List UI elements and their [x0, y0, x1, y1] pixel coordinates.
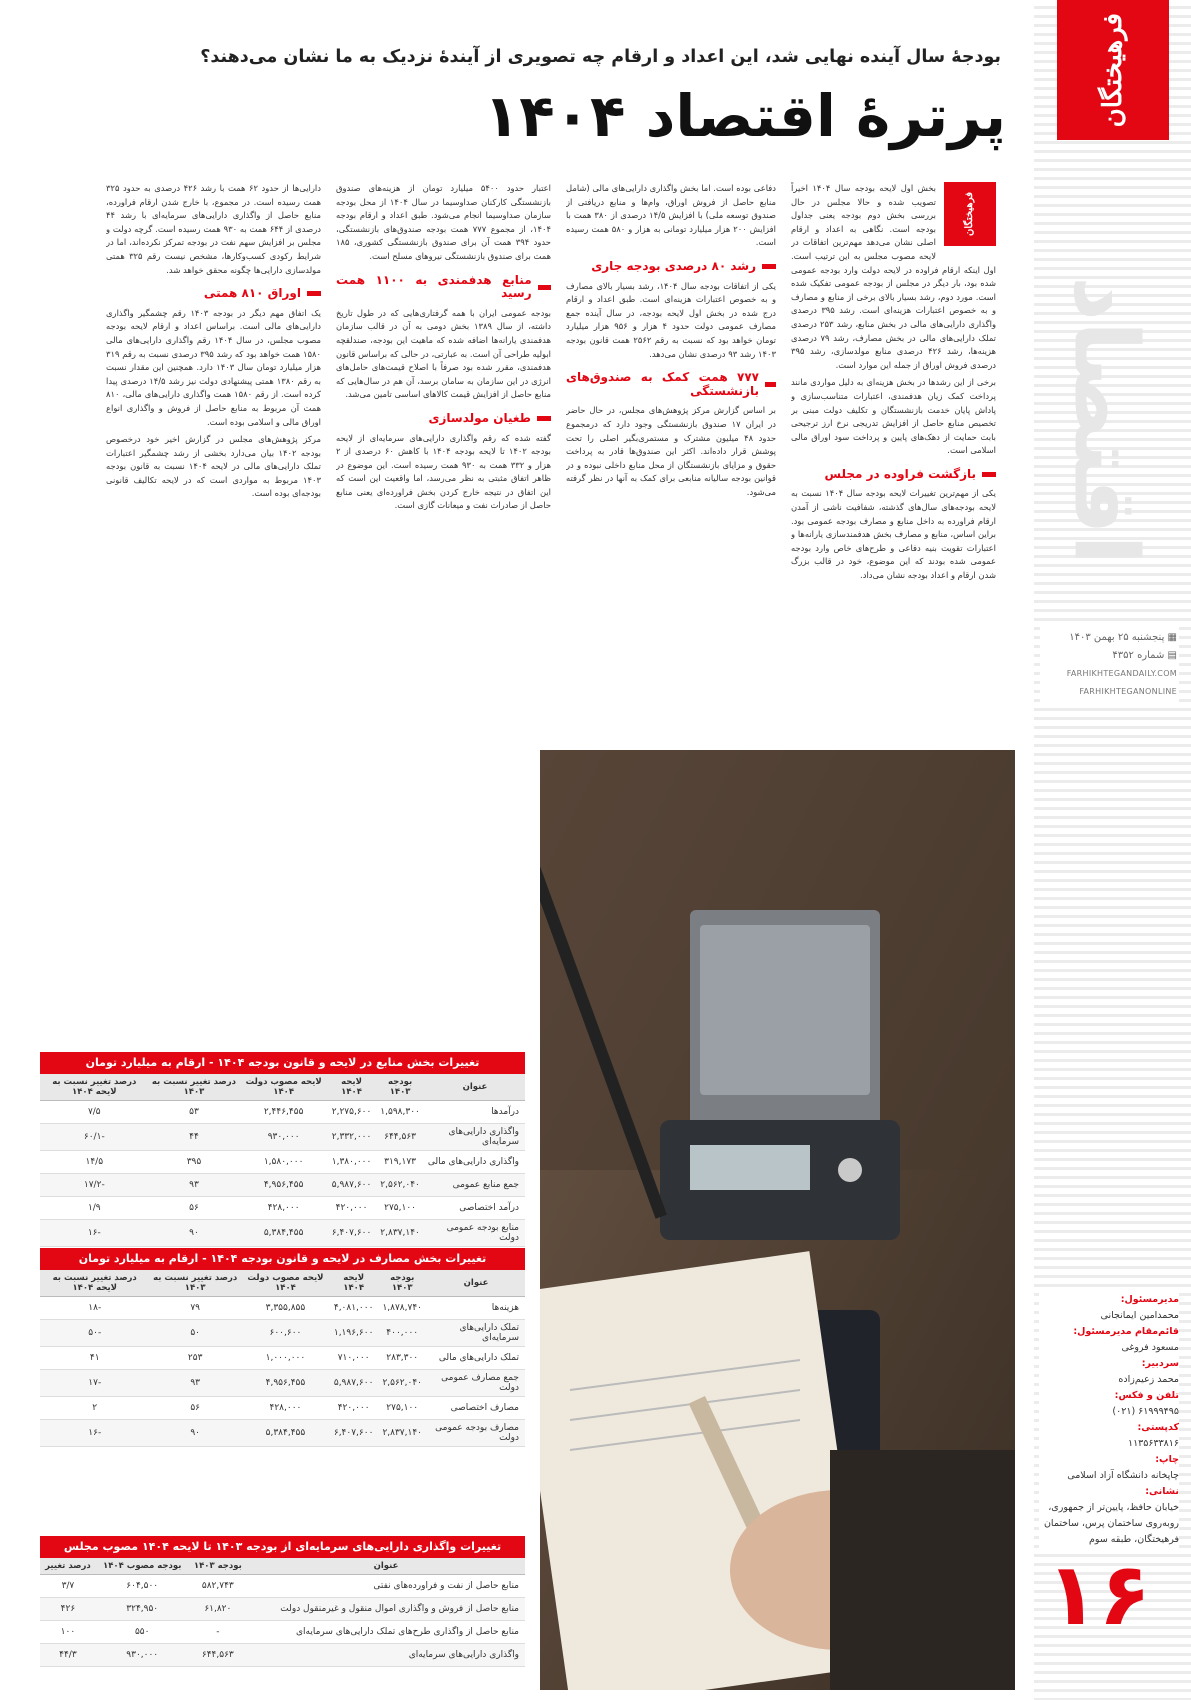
table-cell: ۲,۲۷۵,۶۰۰ [328, 1101, 375, 1124]
table-cell: ۳۹۵ [149, 1151, 240, 1174]
table-header-cell: درصد تغییر نسبت به لایحه ۱۴۰۴ [40, 1074, 149, 1101]
column-1 [791, 182, 996, 742]
table-cell: ۴,۹۵۶,۴۵۵ [239, 1174, 328, 1197]
table-cell: -۵۰ [40, 1320, 149, 1347]
table-header-cell: بودجه ۱۴۰۳ [375, 1074, 425, 1101]
table-cell: ۱/۹ [40, 1197, 149, 1220]
subheading-marker [307, 291, 321, 296]
table-cell: ۴۲۶ [40, 1598, 96, 1621]
table-cell: -۱۸ [40, 1297, 149, 1320]
row-label: واگذاری دارایی‌های سرمایه‌ای [425, 1124, 525, 1151]
subheading [566, 371, 776, 398]
row-label: جمع مصارف عمومی دولت [427, 1370, 525, 1397]
table-header-cell: درصد تغییر نسبت به ۱۴۰۳ [149, 1270, 240, 1297]
table-row [40, 1101, 525, 1124]
article-photo [540, 750, 1015, 1690]
table-cell: ۶۴۴,۵۶۳ [189, 1644, 247, 1667]
table-cell: -۱۶ [40, 1420, 149, 1447]
table-cell: - [189, 1621, 247, 1644]
table-cell: ۵۳ [149, 1101, 240, 1124]
column-3 [336, 182, 551, 1052]
issue-line [1042, 647, 1177, 665]
subheading-marker [765, 382, 776, 387]
column-2 [566, 182, 776, 747]
row-label: منابع حاصل از فروش و واگذاری اموال منقول و غیرمنقول دولت [247, 1598, 525, 1621]
table-cell: ۲۷۵,۱۰۰ [377, 1397, 427, 1420]
subheading-text: رشد ۸۰ درصدی بودجه جاری [591, 258, 756, 273]
table-row [40, 1151, 525, 1174]
table-cell: ۶۰۰,۶۰۰ [241, 1320, 330, 1347]
section-label-text: اقتصاد [1054, 275, 1158, 565]
paragraph: یک اتفاق مهم دیگر در بودجه ۱۴۰۳ رقم چشمگیر واگذاری دارایی‌های مالی است. براساس اعداد و ارقام لایحه بودجه مصوب مجلس، در سال ۱۴۰۴ رقم واگذاری دارایی‌های مالی ۱۵۸۰ همت خواهد بود که رشد ۳۹۵ درصدی نسبت به رقم ۳۱۹ هزار میلیارد تومان سال ۱۴۰۳ دارد. همچنین این مقدار نسبت به رقم ۱۳۸۰ همتی پیشنهادی دولت نیز رشد ۱۴/۵ درصدی پیدا کرده است. از رقم ۱۵۸۰ همت واگذاری دارایی‌های مالی، ۸۱۰ همت آن مربوط به منابع حاصل از فروش و واگذاری انواع اوراق مالی و اسلامی بوده است. [106, 307, 321, 427]
column-4 [106, 182, 321, 1052]
paragraph: یکی از مهم‌ترین تغییرات لایحه بودجه سال ۱۴۰۴ نسبت به لایحه بودجه‌های سال‌های گذشته، شفافیت ناشی از آمدن ارقام فراورده به داخل منابع و مصارف بودجه عمومی بود. براین اساس، منابع و مصارف بخش هدفمندسازی یارانه‌ها و اعتبارات تقویت بنیه دفاعی و طرح‌های خاص وارد بودجه عمومی شده بودند که این موضوع، خود در قالب بزرگ شدن ارقام و اعداد بودجه نشان می‌داد. [791, 488, 996, 581]
subheading-marker [537, 416, 551, 421]
table-row [40, 1124, 525, 1151]
table-header-cell: عنوان [427, 1270, 525, 1297]
capital-assets-data-table [40, 1558, 525, 1667]
table-cell: ۹۳۰,۰۰۰ [96, 1644, 189, 1667]
issue-meta [1040, 625, 1179, 705]
staff-role: نشانی: [1145, 1486, 1179, 1497]
staff-name: خیابان حافظ، پایین‌تر از جمهوری، روبه‌روی ساختمان پرس، ساختمان فرهیختگان، طبقه سوم [1043, 1502, 1179, 1545]
logo-text: فرهیختگان [1098, 12, 1128, 128]
row-label: منابع حاصل از واگذاری طرح‌های تملک دارایی‌های سرمایه‌ای [247, 1621, 525, 1644]
social-handle[interactable]: FARHIKHTEGANONLINE [1079, 687, 1177, 696]
table-cell: ۱,۱۹۶,۶۰۰ [330, 1320, 377, 1347]
table-cell: ۲,۵۶۲,۰۴۰ [375, 1174, 425, 1197]
table-cell: ۴,۰۸۱,۰۰۰ [330, 1297, 377, 1320]
table-cell: ۴۲۸,۰۰۰ [239, 1197, 328, 1220]
row-label: واگذاری دارایی‌های مالی [425, 1151, 525, 1174]
expenditures-table [40, 1248, 525, 1447]
table-cell: ۹۳ [149, 1370, 240, 1397]
row-label: درآمد اختصاصی [425, 1197, 525, 1220]
table-cell: ۵۰ [149, 1320, 240, 1347]
table-cell: ۱۰۰ [40, 1621, 96, 1644]
table-cell: ۵,۳۸۴,۴۵۵ [241, 1420, 330, 1447]
staff-name: محمدامین ایمانجانی [1100, 1310, 1179, 1321]
paragraph: مرکز پژوهش‌های مجلس در گزارش اخیر خود درخصوص بودجه ۱۴۰۲ بیان می‌دارد بخشی از رشد چشمگیر اعتبارات تملک دارایی‌های مالی در لایحه ۱۴۰۴ نسبت به قانون بودجه ۱۴۰۳ مربوط به مواردی است که در لایحه تکالیف قانونی بودجه‌ای بوده است. [106, 434, 321, 499]
table-title: تغییرات بخش مصارف در لایحه و قانون بودجه ۱۴۰۴ - ارقام به میلیارد تومان [40, 1248, 525, 1270]
table-header-cell: لایحه ۱۴۰۴ [328, 1074, 375, 1101]
table-row [40, 1347, 525, 1370]
row-label: تملک دارایی‌های مالی [427, 1347, 525, 1370]
newspaper-icon: ▤ [1164, 650, 1177, 661]
table-cell: ۲۵۳ [149, 1347, 240, 1370]
staff-name: محمد زعیم‌زاده [1118, 1374, 1179, 1385]
byline-logo-text: فرهیختگان [964, 192, 976, 236]
staff-name: چاپخانه دانشگاه آزاد اسلامی [1067, 1470, 1179, 1481]
resources-table [40, 1052, 525, 1247]
table-cell: ۷۱۰,۰۰۰ [330, 1347, 377, 1370]
paragraph: اعتبار حدود ۵۴۰۰ میلیارد تومان از هزینه‌های صندوق بازنشستگی کارکنان صداوسیما در سال ۱۴۰۴ از محل بودجه سازمان صداوسیما انجام می‌شود. طبق اعداد و ارقام بودجه ۱۴۰۴، از مجموع ۷۷۷ همت بودجه صندوق‌های بازنشستگی، حدود ۳۹۴ همت آن برای صندوق بازنشستگی کشوری، ۱۸۵ همت برای صندوق بازنشستگی نیروهای مسلح است. [336, 183, 551, 261]
table-cell: ۲,۸۳۷,۱۴۰ [377, 1420, 427, 1447]
sidebar [1034, 0, 1191, 1700]
table-cell: ۴۰۰,۰۰۰ [377, 1320, 427, 1347]
table-cell: ۶,۴۰۷,۶۰۰ [330, 1420, 377, 1447]
table-cell: ۱,۸۷۸,۷۴۰ [377, 1297, 427, 1320]
table-cell: ۶۰۴,۵۰۰ [96, 1575, 189, 1598]
staff-role: چاپ: [1155, 1454, 1179, 1465]
table-cell: ۷۹ [149, 1297, 240, 1320]
table-cell: ۲,۳۳۲,۰۰۰ [328, 1124, 375, 1151]
staff-role: کدپستی: [1137, 1422, 1179, 1433]
table-cell: ۱,۵۸۰,۰۰۰ [239, 1151, 328, 1174]
table-row [40, 1575, 525, 1598]
table-row [40, 1644, 525, 1667]
subheading-text: منابع هدفمندی به ۱۱۰۰ همت رسید [336, 272, 532, 301]
row-label: تملک دارایی‌های سرمایه‌ای [427, 1320, 525, 1347]
table-cell: ۱۴/۵ [40, 1151, 149, 1174]
table-cell: ۲,۸۳۷,۱۴۰ [375, 1220, 425, 1247]
paragraph: بودجه عمومی ایران با همه گرفتاری‌هایی که در طول تاریخ داشته، از سال ۱۳۸۹ بخش دومی به آن در قالب سازمان هدفمندی یارانه‌ها اضافه شده که ماهیت این بودجه، صندلقچه ابولیه طراحی آن است. به عبارتی، در حالی که براساس قانون هدفمندی، مقرر شده بود صرفاً با اصلاح قیمت‌های حامل‌های انرژی در این سازمان به سامان برسد، آن هم در سال‌هایی که منابع حاصل از افزایش قیمت کالاهای اساسی تامین می‌شد. [336, 307, 551, 400]
table-cell: ۲,۴۴۶,۴۵۵ [239, 1101, 328, 1124]
table-row [40, 1220, 525, 1247]
table-cell: ۳,۳۵۵,۸۵۵ [241, 1297, 330, 1320]
table-cell: ۴۲۰,۰۰۰ [330, 1397, 377, 1420]
paragraph: دفاعی بوده است. اما بخش واگذاری دارایی‌های مالی (شامل منابع حاصل از فروش اوراق، وام‌ها و منابع دریافتی از صندوق توسعه ملی) با افزایش ۱۴/۵ درصدی از ۳۸۰ همت با افزایش ۲۰۰ هزار میلیارد تومانی به هزار و ۵۸۰ همت رسیده است. [566, 183, 776, 248]
row-label: هزینه‌ها [427, 1297, 525, 1320]
newspaper-logo [1057, 0, 1169, 140]
row-label: منابع حاصل از نفت و فراورده‌های نفتی [247, 1575, 525, 1598]
table-cell: ۲ [40, 1397, 149, 1420]
table-title: تغییرات واگذاری دارایی‌های سرمایه‌ای از بودجه ۱۴۰۳ تا لایحه ۱۴۰۴ مصوب مجلس [40, 1536, 525, 1558]
staff-role: تلفن و فکس: [1114, 1390, 1179, 1401]
table-header-cell: بودجه ۱۴۰۳ [377, 1270, 427, 1297]
table-header-cell: بودجه مصوب ۱۴۰۴ [96, 1558, 189, 1575]
table-cell: ۲۸۳,۳۰۰ [377, 1347, 427, 1370]
table-row [40, 1297, 525, 1320]
issue-date: پنجشنبه ۲۵ بهمن ۱۴۰۳ [1069, 632, 1165, 643]
issue-number: شماره ۴۳۵۲ [1112, 650, 1165, 661]
subheading [336, 274, 551, 301]
table-row [40, 1197, 525, 1220]
byline-logo [944, 182, 996, 246]
table-cell: ۵۸۲,۷۴۳ [189, 1575, 247, 1598]
row-label: مصارف بودجه عمومی دولت [427, 1420, 525, 1447]
table-row [40, 1174, 525, 1197]
page-number: ۱۶ [1046, 1545, 1151, 1645]
table-cell: -۶۰/۱ [40, 1124, 149, 1151]
table-cell: ۵۶ [149, 1197, 240, 1220]
staff-name: ۶۱۹۹۹۴۹۵ (۰۲۱) [1112, 1406, 1179, 1417]
table-cell: ۵,۹۸۷,۶۰۰ [330, 1370, 377, 1397]
table-cell: ۴۱ [40, 1347, 149, 1370]
table-cell: ۶۱,۸۲۰ [189, 1598, 247, 1621]
kicker: بودجهٔ سال آینده نهایی شد، این اعداد و ارقام چه تصویری از آیندهٔ نزدیک به ما نشان می‌دهند؟ [200, 47, 1001, 67]
table-cell: -۱۷ [40, 1370, 149, 1397]
subheading [336, 412, 551, 426]
table-cell: ۵,۹۸۷,۶۰۰ [328, 1174, 375, 1197]
capital-assets-table [40, 1536, 525, 1667]
table-cell: ۵۵۰ [96, 1621, 189, 1644]
row-label: درآمدها [425, 1101, 525, 1124]
table-row [40, 1370, 525, 1397]
table-cell: ۹۰ [149, 1420, 240, 1447]
paragraph: برخی از این رشدها در بخش هزینه‌ای به دلیل مواردی مانند پرداخت کمک زیان هدفمندی، اعتبارات متناسب‌سازی و پاداش پایان خدمت بازنشستگان و تکلیف دولت مبنی بر تخصیص منابع حاصل از افزایش تدریجی نرخ ارز ترجیحی بابت حمایت از دهک‌های پایین و پرداخت سود اوراق مالی اسلامی است. [791, 377, 996, 456]
table-header-cell: عنوان [425, 1074, 525, 1101]
expenditures-data-table [40, 1270, 525, 1447]
staff-role: مدیرمسئول: [1120, 1294, 1179, 1305]
row-label: منابع بودجه عمومی دولت [425, 1220, 525, 1247]
table-header-cell: لایحه ۱۴۰۴ [330, 1270, 377, 1297]
subheading-marker [982, 472, 996, 477]
table-cell: ۳۱۹,۱۷۳ [375, 1151, 425, 1174]
date-line [1042, 629, 1177, 647]
staff-name: ۱۱۳۵۶۳۳۸۱۶ [1127, 1438, 1179, 1449]
table-row [40, 1397, 525, 1420]
staff-box [1039, 1290, 1179, 1550]
calendar-icon: ▦ [1164, 632, 1177, 643]
table-cell: ۴,۹۵۶,۴۵۵ [241, 1370, 330, 1397]
table-header-cell: درصد تغییر نسبت به ۱۴۰۳ [149, 1074, 240, 1101]
subheading [791, 468, 996, 482]
table-row [40, 1621, 525, 1644]
table-header-cell: لایحه مصوب دولت ۱۴۰۴ [239, 1074, 328, 1101]
paragraph: گفته شده که رقم واگذاری دارایی‌های سرمایه‌ای از لایحه بودجه ۱۴۰۲ تا لایحه بودجه ۱۴۰۴ با کاهش ۶۰ درصدی از ۲ هزار و ۳۳۲ همت به ۹۳۰ همت رسیده است. این موضوع در ظاهر اتفاق مثبتی به نظر می‌رسد، اما واقعیت این است که این اتفاق در نتیجه خارج کردن بخش فراورده‌ای یعنی منابع حاصل از صادرات نفت و میعانات گازی است. [336, 432, 551, 511]
table-cell: -۱۶ [40, 1220, 149, 1247]
subheading-text: ۷۷۷ همت کمک به صندوق‌های بازنشستگی [566, 370, 759, 398]
subheading [566, 260, 776, 274]
row-label: واگذاری دارایی‌های سرمایه‌ای [247, 1644, 525, 1667]
table-cell: ۹۳۰,۰۰۰ [239, 1124, 328, 1151]
table-cell: ۲۷۵,۱۰۰ [375, 1197, 425, 1220]
table-row [40, 1420, 525, 1447]
subheading-text: اوراق ۸۱۰ همتی [203, 286, 301, 301]
resources-data-table [40, 1074, 525, 1247]
staff-name: مسعود فروغی [1121, 1342, 1179, 1353]
staff-role: قائم‌مقام مدیرمسئول: [1073, 1326, 1179, 1337]
row-label: مصارف اختصاصی [427, 1397, 525, 1420]
table-cell: ۶۴۴,۵۶۳ [375, 1124, 425, 1151]
table-cell: ۳۲۴,۹۵۰ [96, 1598, 189, 1621]
table-cell: ۴۴ [149, 1124, 240, 1151]
table-cell: ۷/۵ [40, 1101, 149, 1124]
table-cell: ۱,۰۰۰,۰۰۰ [241, 1347, 330, 1370]
table-row [40, 1320, 525, 1347]
table-header-cell: درصد تغییر [40, 1558, 96, 1575]
row-label: جمع منابع عمومی [425, 1174, 525, 1197]
headline: پرترهٔ اقتصاد ۱۴۰۴ [483, 82, 1006, 150]
subheading-text: بازگشت فراوده در مجلس [824, 466, 976, 481]
table-header-cell: لایحه مصوب دولت ۱۴۰۴ [241, 1270, 330, 1297]
table-cell: ۵۶ [149, 1397, 240, 1420]
table-cell: ۹۰ [149, 1220, 240, 1247]
table-cell: ۳/۷ [40, 1575, 96, 1598]
table-cell: ۴۴/۳ [40, 1644, 96, 1667]
table-cell: ۱,۵۹۸,۳۰۰ [375, 1101, 425, 1124]
table-cell: ۵,۳۸۴,۴۵۵ [239, 1220, 328, 1247]
subheading-marker [538, 285, 551, 290]
paragraph: بخش اول لایحه بودجه سال ۱۴۰۴ اخیراً تصویب شده و حالا مجلس در حال بررسی بخش دوم بودجه یعنی جداول بودجه است. نگاهی به اعداد و ارقام اصلی نشان می‌دهد مهم‌ترین اتفاقات در لایحه مصوب مجلس به این ترتیب است. اول اینکه ارقام فراوده در لایحه دولت وارد بودجه عمومی شده بود، بار دیگر در مجلس از بودجه عمومی تفکیک شده است. مورد دوم، رشد بسیار بالای برخی از منابع و مصارف و به خصوص اعتبارات هزینه‌ای است. رشد ۳۹۵ درصدی واگذاری دارایی‌های مالی در بخش منابع، رشد ۲۵۳ درصدی تملک دارایی‌های مالی در بخش مصارف، رشد ۷۹ درصدی هزینه‌ها، رشد ۴۲۶ درصدی منابع مولدسازی، رشد ۳۹۵ درصدی فروش اوراق از جمله این موارد است. [791, 183, 996, 370]
subheading-text: طغیان مولدسازی [428, 410, 531, 425]
table-header-cell: عنوان [247, 1558, 525, 1575]
paragraph: یکی از اتفاقات بودجه سال ۱۴۰۴، رشد بسیار بالای مصارف و به خصوص اعتبارات هزینه‌ای است. طبق اعداد و ارقام درج شده در بخش اول لایحه بودجه، در سال آینده جمع مصارف عمومی دولت حدود ۴ هزار و ۹۵۶ هزار میلیارد تومان خواهد بود که نسبت به رقم ۲۵۶۲ همت قانون بودجه ۱۴۰۳ رشد ۹۳ درصدی نشان می‌دهد. [566, 280, 776, 359]
table-cell: ۱,۳۸۰,۰۰۰ [328, 1151, 375, 1174]
table-cell: ۴۲۰,۰۰۰ [328, 1197, 375, 1220]
table-header-cell: درصد تغییر نسبت به لایحه ۱۴۰۴ [40, 1270, 149, 1297]
table-row [40, 1598, 525, 1621]
table-cell: ۹۳ [149, 1174, 240, 1197]
paragraph: دارایی‌ها از حدود ۶۲ همت با رشد ۴۲۶ درصدی به حدود ۳۲۵ همت رسیده است. در مجموع، با خارج شدن ارقام فراورده، منابع حاصل از واگذاری دارایی‌های سرمایه‌ای با رشد ۴۴ درصدی از ۶۴۴ همت به ۹۳۰ همت رسیده است. گرچه دولت و مجلس بر افزایش سهم نفت در بودجه تمرکز نکرده‌اند، اما در شرایط رکودی کسب‌وکارها، مشخص نیست رقم ۳۲۵ همتی مولدسازی دارایی‌ها چگونه محقق خواهد شد. [106, 183, 321, 275]
subheading [106, 287, 321, 301]
table-cell: ۶,۴۰۷,۶۰۰ [328, 1220, 375, 1247]
section-label [1054, 230, 1158, 610]
table-cell: -۱۷/۲ [40, 1174, 149, 1197]
table-header-cell: بودجه ۱۴۰۳ [189, 1558, 247, 1575]
staff-role: سردبیر: [1141, 1358, 1179, 1369]
table-title: تغییرات بخش منابع در لایحه و قانون بودجه ۱۴۰۴ - ارقام به میلیارد تومان [40, 1052, 525, 1074]
paragraph: بر اساس گزارش مرکز پژوهش‌های مجلس، در حال حاضر در ایران ۱۷ صندوق بازنشستگی وجود دارد که درمجموع حدود ۴۸ میلیون مشترک و مستمری‌بگیر اصلی را تحت پوشش قرار داده‌اند. اکثر این صندوق‌ها قادر به پرداخت حقوق و مزایای بازنشستگان از محل منابع داخلی نبوده و در قوانین بودجه سالیانه منابعی برای کمک به آنها در نظر گرفته می‌شود. [566, 405, 776, 497]
photo-illustration [540, 750, 1015, 1690]
subheading-marker [762, 264, 776, 269]
website-url[interactable]: FARHIKHTEGANDAILY.COM [1066, 669, 1177, 678]
table-cell: ۴۲۸,۰۰۰ [241, 1397, 330, 1420]
table-cell: ۲,۵۶۲,۰۴۰ [377, 1370, 427, 1397]
